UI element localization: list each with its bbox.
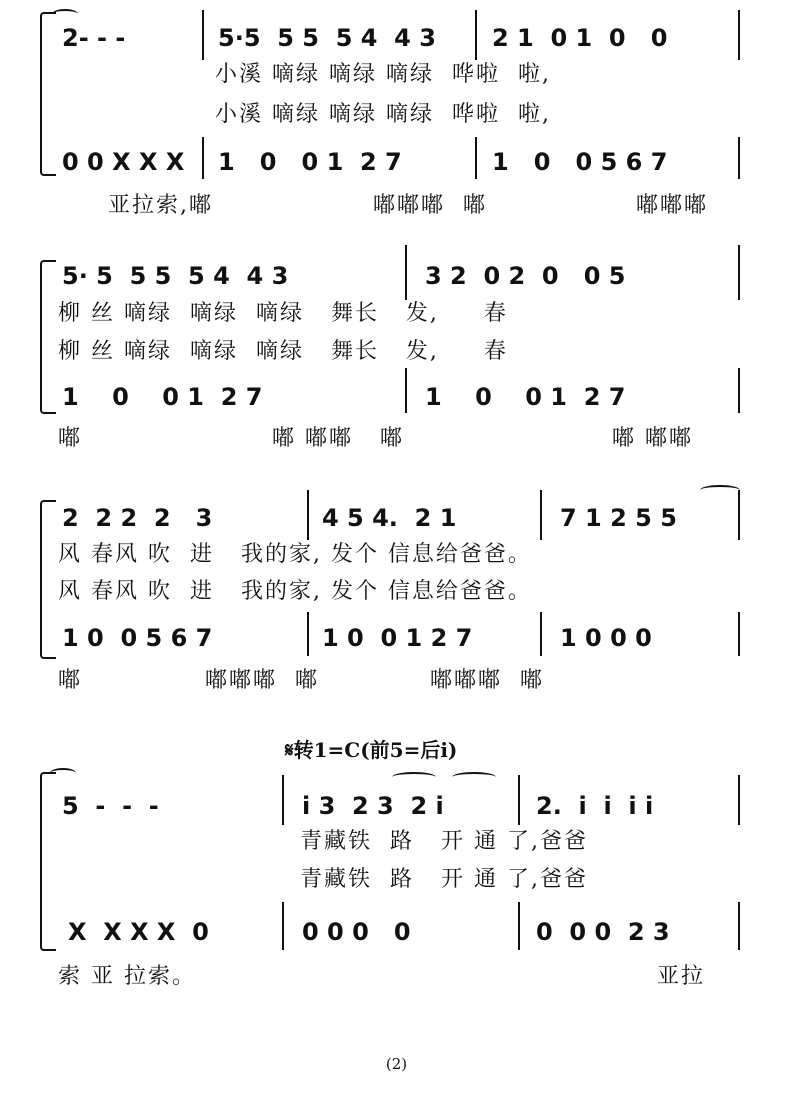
system-bracket — [40, 260, 56, 414]
upper-measure-1: 5 - - - — [62, 792, 159, 820]
lyric-line-2: 青藏铁 路 开 通 了,爸爸 — [300, 867, 588, 892]
barline — [738, 612, 740, 656]
barline — [202, 10, 204, 60]
upper-measure-1: 2 2 2 2 3 — [62, 504, 213, 532]
system-bracket — [40, 772, 56, 951]
lower-measure-3: 0 0 0 2 3 — [536, 918, 670, 946]
upper-measure-2: 4 5 4. 2 1 — [322, 504, 457, 532]
barline — [405, 245, 407, 300]
barline — [738, 10, 740, 60]
system-2 — [0, 240, 793, 470]
barline — [475, 137, 477, 179]
barline — [282, 902, 284, 950]
barline — [738, 490, 740, 540]
lower-lyric-3: 嘟 嘟嘟 — [612, 426, 693, 451]
upper-measure-3: 2. i i i i — [536, 792, 654, 820]
lyric-line-1: 小溪 嘀绿 嘀绿 嘀绿 哗啦 啦, — [215, 62, 551, 87]
system-1 — [0, 0, 793, 230]
upper-measure-1: 2- - - — [62, 24, 126, 52]
lower-lyric-1: 亚拉索,嘟 — [108, 193, 213, 218]
barline — [738, 137, 740, 179]
lyric-line-2: 小溪 嘀绿 嘀绿 嘀绿 哗啦 啦, — [215, 102, 551, 127]
upper-measure-3: 2 1 0 1 0 0 — [492, 24, 668, 52]
lower-measure-1: X X X X 0 — [68, 918, 209, 946]
page-number: (2) — [385, 1055, 408, 1073]
barline — [738, 245, 740, 300]
lower-lyric-2: 嘟 嘟嘟 嘟 — [272, 426, 404, 451]
lower-measure-2: 0 0 0 0 — [302, 918, 411, 946]
barline — [738, 368, 740, 413]
lower-measure-1: 0 0 X X X — [62, 148, 185, 176]
barline — [307, 612, 309, 656]
upper-measure-2: 5·5 5 5 5 4 4 3 — [218, 24, 436, 52]
barline — [202, 137, 204, 179]
lower-measure-2: 1 0 0 1 2 7 — [425, 383, 626, 411]
lyric-line-1: 风 春风 吹 进 我的家, 发个 信息给爸爸。 — [58, 542, 532, 567]
lyric-line-2: 柳 丝 嘀绿 嘀绿 嘀绿 舞长 发, 春 — [58, 339, 508, 364]
key-change-marking: 𝄋转1=C(前5=后i) — [285, 738, 458, 762]
upper-measure-1: 5· 5 5 5 5 4 4 3 — [62, 262, 289, 290]
lower-lyric-2: 嘟嘟嘟 嘟 — [373, 193, 487, 218]
tie-arc — [700, 485, 740, 495]
barline — [307, 490, 309, 540]
barline — [738, 902, 740, 950]
barline — [518, 775, 520, 825]
tie-arc — [50, 768, 76, 778]
barline — [475, 10, 477, 60]
barline — [738, 775, 740, 825]
tie-arc — [52, 9, 78, 19]
barline — [282, 775, 284, 825]
barline — [405, 368, 407, 413]
lower-lyric-1: 嘟 — [58, 426, 83, 451]
lower-lyric-3: 嘟嘟嘟 嘟 — [430, 668, 544, 693]
lower-measure-2: 1 0 0 1 2 7 — [218, 148, 402, 176]
lower-lyric-1: 嘟 — [58, 668, 83, 693]
lower-measure-3: 1 0 0 0 — [560, 624, 652, 652]
system-bracket — [40, 12, 56, 176]
lyric-line-1: 柳 丝 嘀绿 嘀绿 嘀绿 舞长 发, 春 — [58, 301, 508, 326]
lower-measure-1: 1 0 0 5 6 7 — [62, 624, 213, 652]
barline — [540, 490, 542, 540]
lower-lyric-2: 嘟嘟嘟 嘟 — [205, 668, 319, 693]
lower-lyric-2: 亚拉 — [657, 964, 706, 989]
lower-measure-1: 1 0 0 1 2 7 — [62, 383, 263, 411]
system-3 — [0, 480, 793, 710]
lower-lyric-3: 嘟嘟嘟 — [636, 193, 709, 218]
lyric-line-1: 青藏铁 路 开 通 了,爸爸 — [300, 829, 588, 854]
lyric-line-2: 风 春风 吹 进 我的家, 发个 信息给爸爸。 — [58, 579, 532, 604]
slur-arc — [452, 772, 496, 782]
system-bracket — [40, 500, 56, 659]
slur-arc — [392, 772, 436, 782]
barline — [540, 612, 542, 656]
upper-measure-2: i 3 2 3 2 i — [302, 792, 444, 820]
lower-measure-3: 1 0 0 5 6 7 — [492, 148, 668, 176]
upper-measure-3: 7 1 2 5 5 — [560, 504, 677, 532]
lower-lyric-1: 索 亚 拉索。 — [58, 964, 196, 989]
barline — [518, 902, 520, 950]
system-4 — [0, 730, 793, 1020]
upper-measure-2: 3 2 0 2 0 0 5 — [425, 262, 626, 290]
lower-measure-2: 1 0 0 1 2 7 — [322, 624, 473, 652]
